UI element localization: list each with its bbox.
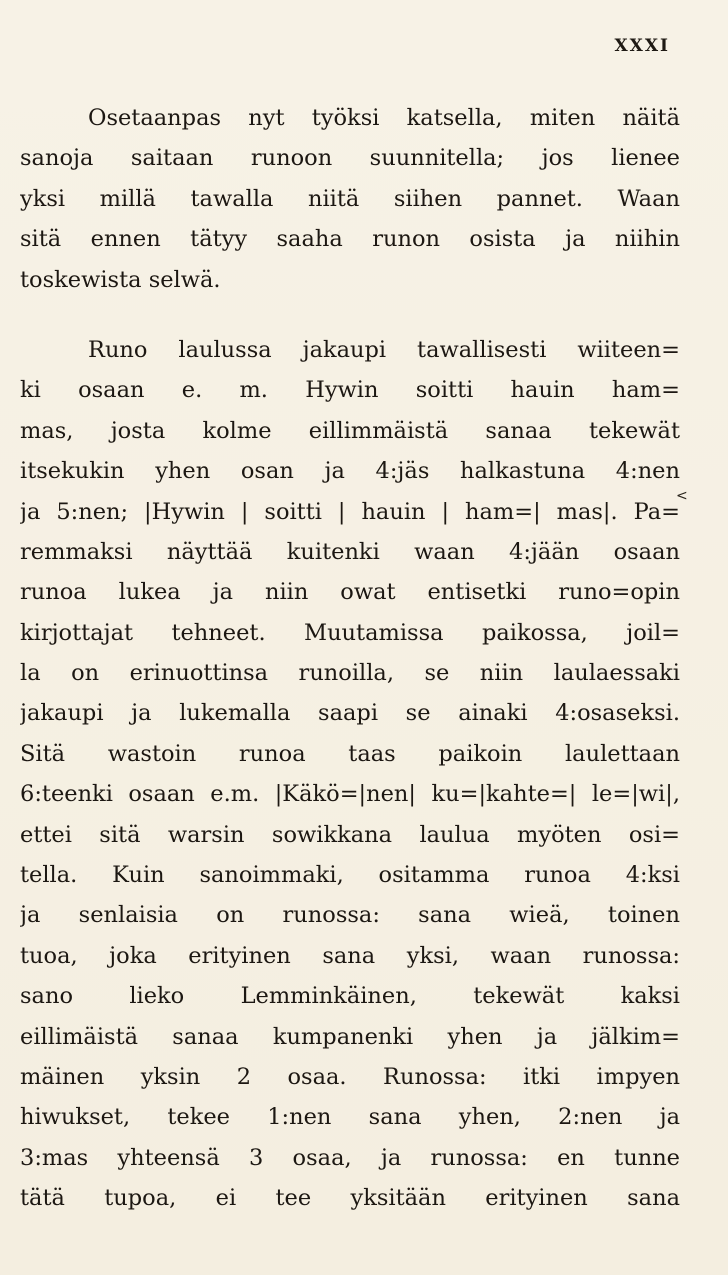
text-line: ja senlaisia on runossa: sana wieä, toinen <box>20 902 680 929</box>
text-line: ja 5:nen; |Hywin | soitti | hauin | ham=| mas|. Pa= <box>20 498 680 525</box>
margin-mark: < <box>676 488 688 504</box>
text-line: yksi millä tawalla niitä siihen pannet. Waan <box>20 185 680 212</box>
text-line: tätä tupoa, ei tee yksitään erityinen sana <box>20 1185 680 1212</box>
text-line: mas, josta kolme eillimmäistä sanaa tekewät <box>20 417 680 444</box>
text-line: runoa lukea ja niin owat entisetki runo=opin <box>20 579 680 606</box>
paragraph-1 <box>20 98 680 300</box>
text-line: jakaupi ja lukemalla saapi se ainaki 4:osaseksi. <box>20 700 680 727</box>
text-line: ki osaan e. m. Hywin soitti hauin ham= <box>20 377 680 404</box>
paragraph-gap <box>20 300 680 330</box>
text-line: tella. Kuin sanoimmaki, ositamma runoa 4:ksi <box>20 862 680 889</box>
text-line: sitä ennen tätyy saaha runon osista ja niihin <box>20 226 680 253</box>
page-number: XXXI <box>614 36 670 56</box>
paragraph-2 <box>20 330 680 1219</box>
text-line: hiwukset, tekee 1:nen sana yhen, 2:nen ja <box>20 1104 680 1131</box>
text-line: Sitä wastoin runoa taas paikoin laulettaan <box>20 740 680 767</box>
text-line: kirjottajat tehneet. Muutamissa paikossa, joil= <box>20 619 680 646</box>
text-line: mäinen yksin 2 osaa. Runossa: itki impyen <box>20 1063 680 1090</box>
text-line: tuoa, joka erityinen sana yksi, waan runossa: <box>20 942 680 969</box>
text-line: toskewista selwä. <box>20 266 221 293</box>
body-text <box>20 98 680 1219</box>
text-line: la on erinuottinsa runoilla, se niin laulaessaki <box>20 660 680 687</box>
text-line: itsekukin yhen osan ja 4:jäs halkastuna 4:nen <box>20 458 680 485</box>
text-line: eillimäistä sanaa kumpanenki yhen ja jälkim= <box>20 1023 680 1050</box>
text-line: 6:teenki osaan e.m. |Käkö=|nen| ku=|kahte=| le=|wi|, <box>20 781 680 808</box>
text-line: sanoja saitaan runoon suunnitella; jos lienee <box>20 145 680 172</box>
text-line: 3:mas yhteensä 3 osaa, ja runossa: en tunne <box>20 1144 680 1171</box>
text-line: Runo laulussa jakaupi tawallisesti wiiteen= <box>88 336 680 363</box>
text-line: ettei sitä warsin sowikkana laulua myöten osi= <box>20 821 680 848</box>
text-line: sano lieko Lemminkäinen, tekewät kaksi <box>20 983 680 1010</box>
text-line: Osetaanpas nyt työksi katsella, miten näitä <box>88 105 680 131</box>
text-line: remmaksi näyttää kuitenki waan 4:jään osaan <box>20 538 680 565</box>
